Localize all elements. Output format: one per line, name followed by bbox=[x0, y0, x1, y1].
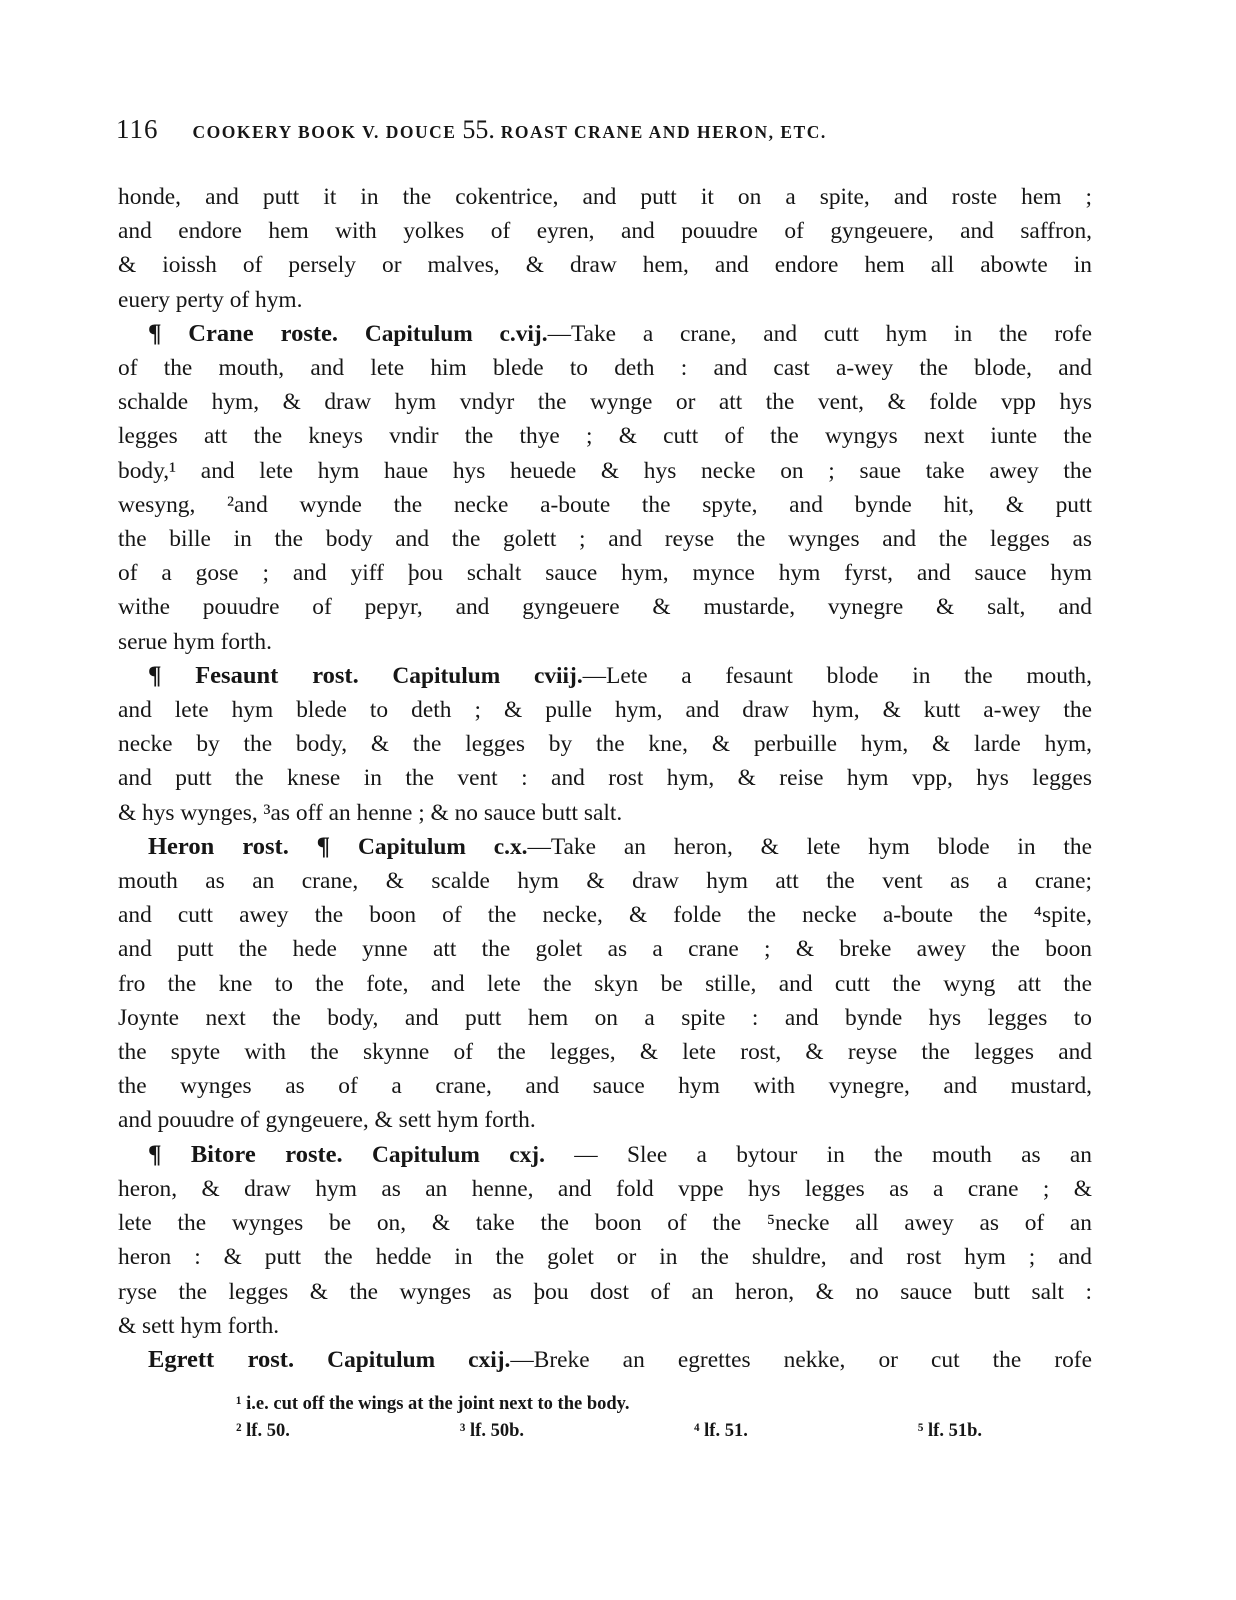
recipe-heron-rost bbox=[118, 830, 1092, 1138]
text-line: body,¹ and lete hym haue hys heuede & hys necke on ; saue take awey the bbox=[118, 457, 1092, 484]
text-line: legges att the kneys vndir the thye ; & cutt of the wyngys next iunte the bbox=[118, 423, 1092, 450]
continuation-paragraph bbox=[118, 180, 1092, 317]
running-title bbox=[192, 115, 827, 144]
recipe-first-line bbox=[118, 1138, 1092, 1172]
text-line: and lete hym blede to deth ; & pulle hym, and draw hym, & kutt a-wey the bbox=[118, 697, 1092, 724]
recipe-fesaunt-rost bbox=[118, 659, 1092, 830]
chapter-label: Capitulum cviij. bbox=[392, 662, 583, 689]
text-line: withe pouudre of pepyr, and gyngeuere & mustarde, vynegre & salt, and bbox=[118, 594, 1092, 621]
text-line: mouth as an crane, & scalde hym & draw hym att the vent as a crane; bbox=[118, 868, 1092, 895]
footnote-leaf-refs bbox=[236, 1418, 982, 1445]
text-line: of the mouth, and lete him blede to deth : and cast a-wey the blode, and bbox=[118, 355, 1092, 382]
text-line: of a gose ; and yiff þou schalt sauce hym, mynce hym fyrst, and sauce hym bbox=[118, 560, 1092, 587]
page-body bbox=[118, 180, 1092, 1377]
recipe-first-line bbox=[118, 317, 1092, 351]
text-line: and putt the knese in the vent : and rost hym, & reise hym vpp, hys legges bbox=[118, 765, 1092, 792]
text-line: ryse the legges & the wynges as þou dost of an heron, & no sauce butt salt : bbox=[118, 1278, 1092, 1305]
pilcrow-mark: ¶ bbox=[316, 832, 331, 860]
recipe-first-line bbox=[118, 1343, 1092, 1377]
footnote-3: ³ lf. 50b. bbox=[459, 1421, 524, 1441]
recipe-first-line bbox=[118, 830, 1092, 864]
text-line: euery perty of hym. bbox=[118, 286, 303, 313]
recipe-crane-roste bbox=[118, 317, 1092, 659]
chapter-label: Capitulum c.vij. bbox=[364, 320, 548, 347]
recipe-egrett-rost bbox=[118, 1343, 1092, 1377]
text-line: and putt the hede ynne att the golet as a crane ; & breke awey the boon bbox=[118, 936, 1092, 963]
text-line: Joynte next the body, and putt hem on a spite : and bynde hys legges to bbox=[118, 1004, 1092, 1031]
page-number: 116 bbox=[116, 114, 159, 144]
text-line: heron, & draw hym as an henne, and fold vppe hys legges as a crane ; & bbox=[118, 1175, 1092, 1202]
footnote-5: ⁵ lf. 51b. bbox=[917, 1421, 982, 1441]
text-line: serue hym forth. bbox=[118, 628, 272, 655]
pilcrow-mark: ¶ bbox=[148, 1140, 162, 1168]
recipe-title: Bitore roste. bbox=[190, 1140, 343, 1168]
recipe-text-start: — Slee a bytour in the mouth as an bbox=[544, 1141, 1092, 1168]
footnote-1: ¹ i.e. cut off the wings at the joint next to the body. bbox=[236, 1394, 630, 1414]
recipe-text-start: —Lete a fesaunt blode in the mouth, bbox=[582, 662, 1092, 689]
chapter-label: Capitulum cxj. bbox=[372, 1141, 545, 1168]
text-line: schalde hym, & draw hym vndyr the wynge or att the vent, & folde vpp hys bbox=[118, 389, 1092, 416]
running-head bbox=[116, 114, 1056, 154]
text-line: the spyte with the skynne of the legges, & lete rost, & reyse the legges and bbox=[118, 1039, 1092, 1066]
footnotes bbox=[236, 1391, 996, 1445]
footnote-2: ² lf. 50. bbox=[236, 1421, 290, 1441]
pilcrow-mark: ¶ bbox=[148, 319, 162, 347]
text-line: & sett hym forth. bbox=[118, 1312, 280, 1339]
recipe-title: Heron rost. bbox=[148, 832, 289, 860]
text-line: and pouudre of gyngeuere, & sett hym forth. bbox=[118, 1107, 536, 1134]
text-line: wesyng, ²and wynde the necke a-boute the spyte, and bynde hit, & putt bbox=[118, 491, 1092, 518]
running-title-part-a: COOKERY BOOK V. DOUCE bbox=[192, 122, 457, 142]
text-line: necke by the body, & the legges by the kne, & perbuille hym, & larde hym, bbox=[118, 731, 1092, 758]
footnote-4: ⁴ lf. 51. bbox=[694, 1421, 748, 1441]
pilcrow-mark: ¶ bbox=[148, 661, 162, 689]
recipe-first-line bbox=[118, 659, 1092, 693]
running-title-number: 55. bbox=[462, 115, 495, 144]
text-line: and cutt awey the boon of the necke, & folde the necke a-boute the ⁴spite, bbox=[118, 902, 1092, 929]
recipe-bitore-roste bbox=[118, 1138, 1092, 1343]
text-line: and endore hem with yolkes of eyren, and pouudre of gyngeuere, and saffron, bbox=[118, 218, 1092, 245]
text-line: the bille in the body and the golett ; and reyse the wynges and the legges as bbox=[118, 526, 1092, 553]
recipe-title: Egrett rost. bbox=[148, 1345, 295, 1373]
text-line: fro the kne to the fote, and lete the skyn be stille, and cutt the wyng att the bbox=[118, 970, 1092, 997]
recipe-title: Fesaunt rost. bbox=[195, 661, 359, 689]
text-line: heron : & putt the hedde in the golet or in the shuldre, and rost hym ; and bbox=[118, 1244, 1092, 1271]
text-line: honde, and putt it in the cokentrice, and putt it on a spite, and roste hem ; bbox=[118, 184, 1092, 210]
text-line: lete the wynges be on, & take the boon of the ⁵necke all awey as of an bbox=[118, 1210, 1092, 1237]
running-title-part-b: ROAST CRANE AND HERON, ETC. bbox=[500, 122, 827, 142]
recipe-text-start: —Take a crane, and cutt hym in the rofe bbox=[547, 320, 1092, 347]
recipe-text-start: —Breke an egrettes nekke, or cut the rofe bbox=[510, 1346, 1092, 1373]
recipe-text-start: —Take an heron, & lete hym blode in the bbox=[527, 833, 1092, 860]
recipe-title: Crane roste. bbox=[188, 319, 339, 347]
text-line: the wynges as of a crane, and sauce hym with vynegre, and mustard, bbox=[118, 1073, 1092, 1100]
text-line: & ioissh of persely or malves, & draw hem, and endore hem all abowte in bbox=[118, 252, 1092, 279]
chapter-label: Capitulum c.x. bbox=[358, 833, 528, 860]
text-line: & hys wynges, ³as off an henne ; & no sauce butt salt. bbox=[118, 799, 623, 826]
chapter-label: Capitulum cxij. bbox=[327, 1346, 511, 1373]
